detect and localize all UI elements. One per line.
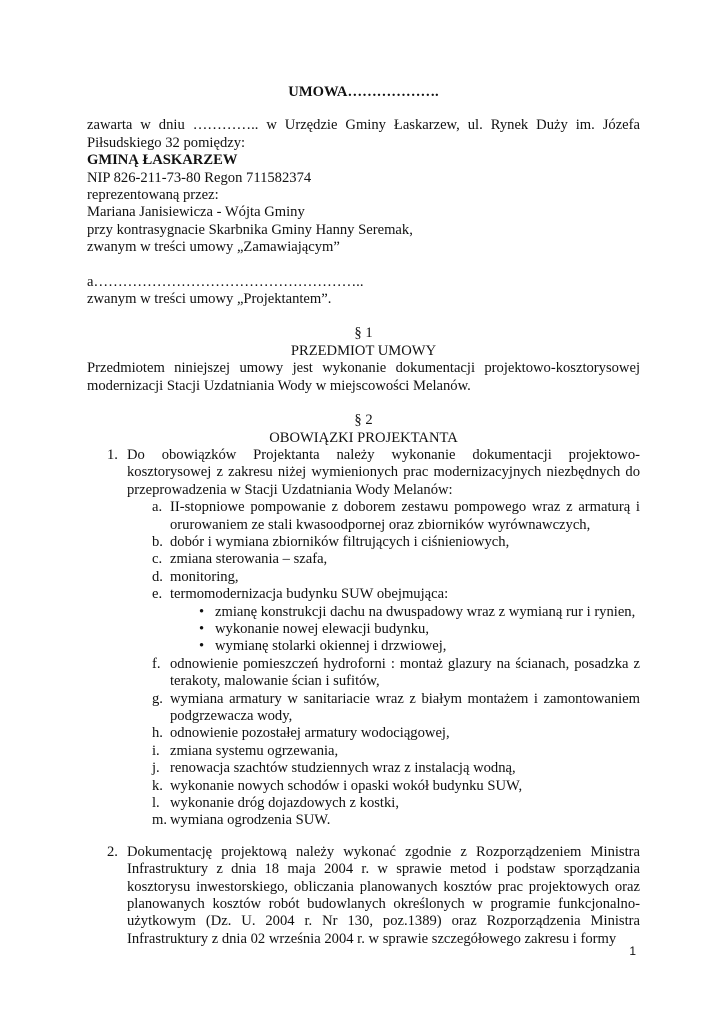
bullet-item bbox=[87, 638, 640, 655]
bullet-text: zmianę konstrukcji dachu na dwuspadowy wraz z wymianą rur i rynien, bbox=[215, 603, 636, 620]
subitem-letter: j. bbox=[152, 760, 160, 777]
subitem-letter: g. bbox=[152, 690, 163, 707]
subitem bbox=[87, 760, 640, 777]
subitem-letter: i. bbox=[152, 742, 160, 759]
subitem bbox=[87, 725, 640, 742]
subitem-text: odnowienie pomieszczeń hydroforni : montaż glazury na ścianach, posadzka z terakoty, malowanie ścian i sufitów, bbox=[170, 655, 640, 690]
bullet-icon: • bbox=[199, 620, 205, 637]
subitem-letter: m. bbox=[152, 812, 167, 829]
subitem bbox=[87, 795, 640, 812]
page-number: 1 bbox=[629, 944, 636, 958]
subitem-text: termomodernizacja budynku SUW obejmująca: bbox=[170, 586, 449, 603]
party2-blank: a……………………………………………….. bbox=[87, 273, 364, 290]
section1-heading: PRZEDMIOT UMOWY bbox=[290, 342, 437, 359]
subitem bbox=[87, 551, 640, 568]
party1-nip: NIP 826-211-73-80 Regon 711582374 bbox=[87, 169, 312, 186]
bullet-list bbox=[170, 604, 640, 656]
party1-alias: zwanym w treści umowy „Zamawiającym” bbox=[87, 239, 340, 256]
subitem-letter: c. bbox=[152, 551, 163, 568]
document-page bbox=[87, 84, 640, 948]
section2-sign: § 2 bbox=[354, 412, 373, 429]
cosignatory: przy kontrasygnacie Skarbnika Gminy Hanny Seremak, bbox=[87, 221, 413, 238]
subitem-text: II-stopniowe pompowanie z doborem zestawu pompowego wraz z armaturą i orurowaniem ze stali kwasoodpornej oraz zbiorników wyrównawczych, bbox=[170, 499, 640, 533]
bullet-item bbox=[87, 621, 640, 638]
subitem-text: dobór i wymiana zbiorników filtrujących i ciśnieniowych, bbox=[170, 533, 510, 550]
subitem-letter: a. bbox=[152, 499, 163, 516]
document-title: UMOWA………………. bbox=[288, 84, 439, 100]
item-number: 1. bbox=[107, 446, 118, 463]
subitem bbox=[87, 499, 640, 534]
intro-line-2: Piłsudskiego 32 pomiędzy: bbox=[87, 134, 246, 151]
subitem-text: zmiana systemu ogrzewania, bbox=[170, 742, 339, 759]
section1-text: Przedmiotem niniejszej umowy jest wykonanie dokumentacji projektowo-kosztorysowej modernizacji Stacji Uzdatniania Wody w miejscowości Melanów. bbox=[87, 360, 640, 394]
subitem-text: wymiana armatury w sanitariacie wraz z białym montażem i zamontowaniem podgrzewacza wody, bbox=[170, 690, 640, 724]
subitem-text: wymiana ogrodzenia SUW. bbox=[170, 812, 331, 829]
obligations-list bbox=[87, 447, 640, 948]
subitem bbox=[87, 778, 640, 795]
subitem-letter: e. bbox=[152, 586, 163, 603]
subitem-letter: h. bbox=[152, 725, 163, 742]
subitem-text: wykonanie dróg dojazdowych z kostki, bbox=[170, 795, 399, 812]
section2-heading: OBOWIĄZKI PROJEKTANTA bbox=[269, 429, 458, 446]
bullet-text: wymianę stolarki okiennej i drzwiowej, bbox=[215, 638, 447, 655]
item-text: Dokumentację projektową należy wykonać zgodnie z Rozporządzeniem Ministra Infrastruktury z dnia 18 maja 2004 r. w sprawie metod i podstaw sporządzania kosztorysu inwestorskiego, obliczania planowanych kosztów prac projektowych oraz planowanych kosztów robót budowlanych określonych w programie funkcjonalno-użytkowym (Dz. U. 2004 r. Nr 130, poz.1389) oraz Rozporządzenia Ministra Infrastruktury z dnia 02 września 2004 r. w sprawie szczegółowego zakresu i formy bbox=[127, 843, 640, 947]
section1-sign: § 1 bbox=[354, 325, 373, 342]
represented-by: reprezentowaną przez: bbox=[87, 187, 219, 204]
subitem-letter: k. bbox=[152, 777, 163, 794]
subitems-list bbox=[127, 499, 640, 830]
item-text: Do obowiązków Projektanta należy wykonanie dokumentacji projektowo-kosztorysowej z zakresu niżej wymienionych prac modernizacyjnych niezbędnych do przeprowadzenia w Stacji Uzdatniania Wody Melanów: bbox=[127, 446, 640, 498]
bullet-icon: • bbox=[199, 638, 205, 655]
subitem-text: monitoring, bbox=[170, 568, 239, 585]
party1-name: GMINĄ ŁASKARZEW bbox=[87, 152, 238, 169]
intro-line-1: zawarta w dniu ………….. w Urzędzie Gminy Łaskarzew, ul. Rynek Duży im. Józefa bbox=[87, 117, 640, 134]
bullet-item bbox=[87, 604, 640, 621]
obligation-item bbox=[87, 447, 640, 830]
bullet-icon: • bbox=[199, 603, 205, 620]
subitem bbox=[87, 586, 640, 656]
subitem bbox=[87, 691, 640, 726]
subitem bbox=[87, 743, 640, 760]
subitem-text: wykonanie nowych schodów i opaski wokół budynku SUW, bbox=[170, 777, 523, 794]
subitem-letter: l. bbox=[152, 795, 160, 812]
subitem-letter: b. bbox=[152, 533, 163, 550]
representative-person: Mariana Janisiewicza - Wójta Gminy bbox=[87, 204, 305, 221]
subitem-text: renowacja szachtów studziennych wraz z instalacją wodną, bbox=[170, 760, 516, 777]
subitem bbox=[87, 656, 640, 691]
subitem-letter: d. bbox=[152, 568, 163, 585]
bullet-text: wykonanie nowej elewacji budynku, bbox=[215, 620, 429, 637]
subitem-text: zmiana sterowania – szafa, bbox=[170, 551, 328, 568]
party2-alias: zwanym w treści umowy „Projektantem”. bbox=[87, 291, 332, 308]
subitem bbox=[87, 812, 640, 829]
subitem bbox=[87, 534, 640, 551]
subitem-text: odnowienie pozostałej armatury wodociągowej, bbox=[170, 725, 450, 742]
item-number: 2. bbox=[107, 843, 118, 860]
obligation-item bbox=[87, 844, 640, 948]
subitem-letter: f. bbox=[152, 655, 161, 672]
subitem bbox=[87, 569, 640, 586]
